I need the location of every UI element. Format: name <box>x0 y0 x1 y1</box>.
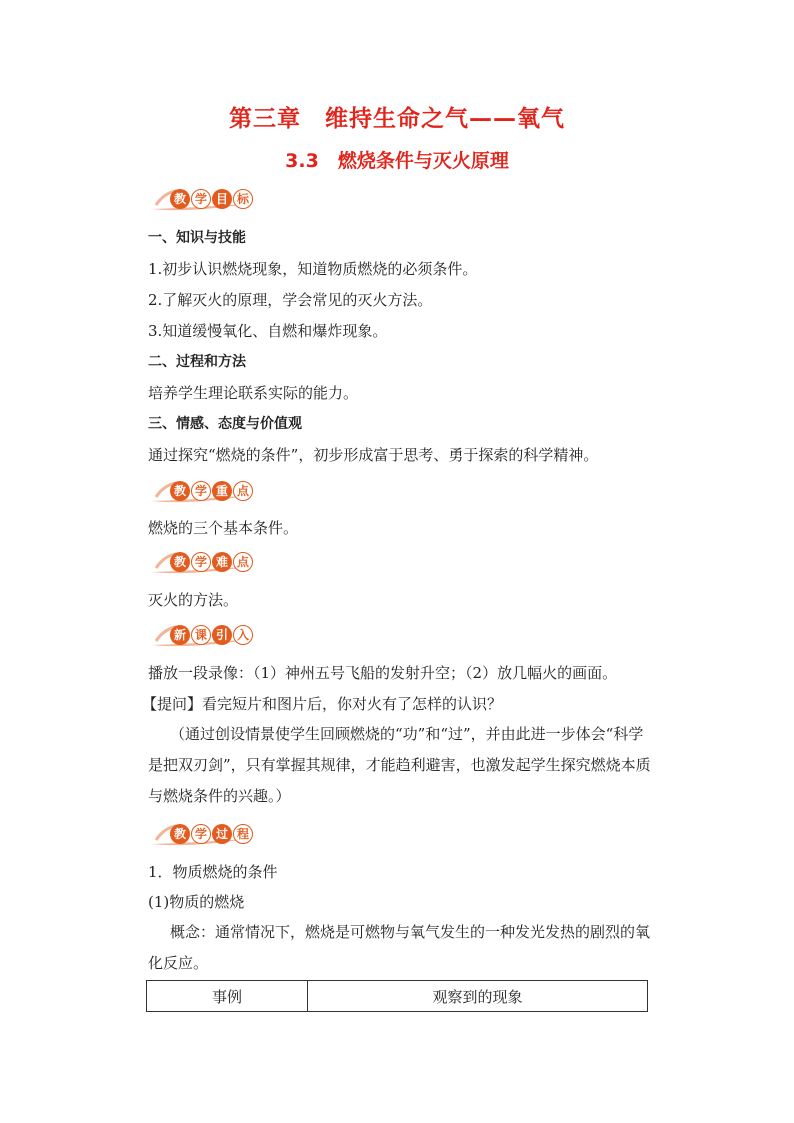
badge-char: 课 <box>191 625 211 645</box>
badge-char: 学 <box>191 481 211 501</box>
badge-char: 教 <box>170 824 190 844</box>
badge-difficulty <box>150 550 258 576</box>
badge-objectives <box>150 187 258 213</box>
process-item-1: 1．物质燃烧的条件 <box>148 863 278 881</box>
table-header-example: 事例 <box>147 981 308 1012</box>
difficulty-text: 灭火的方法。 <box>148 591 239 609</box>
section-title: 3.3 燃烧条件与灭火原理 <box>285 150 509 172</box>
badge-char: 难 <box>212 552 232 572</box>
badge-char: 点 <box>233 481 253 501</box>
badge-char: 目 <box>212 189 232 209</box>
chapter-title: 第三章 维持生命之气——氧气 <box>229 106 565 132</box>
badge-char: 引 <box>212 625 232 645</box>
heading-knowledge: 一、知识与技能 <box>148 230 246 246</box>
observation-table <box>146 980 648 1012</box>
objective-k2: 2.了解灭火的原理，学会常见的灭火方法。 <box>148 291 433 309</box>
objective-k3: 3.知道缓慢氧化、自燃和爆炸现象。 <box>148 322 388 340</box>
badge-char: 教 <box>170 481 190 501</box>
badge-char: 教 <box>170 552 190 572</box>
intro-video-text: 播放一段录像：（1）神州五号飞船的发射升空；（2）放几幅火的画面。 <box>148 664 618 682</box>
badge-char: 程 <box>233 824 253 844</box>
badge-char: 重 <box>212 481 232 501</box>
objective-e1: 通过探究“燃烧的条件”，初步形成富于思考、勇于探索的科学精神。 <box>148 446 599 464</box>
badge-char: 过 <box>212 824 232 844</box>
badge-char: 学 <box>191 824 211 844</box>
key-point-text: 燃烧的三个基本条件。 <box>148 519 299 537</box>
intro-note: （通过创设情景使学生回顾燃烧的“功”和“过”，并由此进一步体会“科学是把双刃剑”，只有掌握其规律，才能趋利避害，也激发起学生探究燃烧本质与燃烧条件的兴趣。） <box>148 725 651 805</box>
badge-process <box>150 822 258 848</box>
heading-process-methods: 二、过程和方法 <box>148 354 246 370</box>
objective-k1: 1.初步认识燃烧现象，知道物质燃烧的必须条件。 <box>148 260 478 278</box>
badge-char: 点 <box>233 552 253 572</box>
badge-char: 学 <box>191 189 211 209</box>
objective-p1: 培养学生理论联系实际的能力。 <box>148 384 359 402</box>
table-header-phenomenon: 观察到的现象 <box>308 981 648 1012</box>
badge-char: 教 <box>170 189 190 209</box>
process-sub-1: (1)物质的燃烧 <box>148 893 245 911</box>
badge-char: 标 <box>233 189 253 209</box>
badge-intro <box>150 623 258 649</box>
heading-attitude: 三、情感、态度与价值观 <box>148 416 302 432</box>
badge-char: 新 <box>170 625 190 645</box>
badge-char: 入 <box>233 625 253 645</box>
badge-char: 学 <box>191 552 211 572</box>
concept-text: 概念：通常情况下，燃烧是可燃物与氧气发生的一种发光发热的剧烈的氧化反应。 <box>148 923 651 972</box>
table-row <box>147 981 648 1012</box>
badge-key-point <box>150 479 258 505</box>
intro-question: 【提问】看完短片和图片后，你对火有了怎样的认识？ <box>142 695 503 713</box>
